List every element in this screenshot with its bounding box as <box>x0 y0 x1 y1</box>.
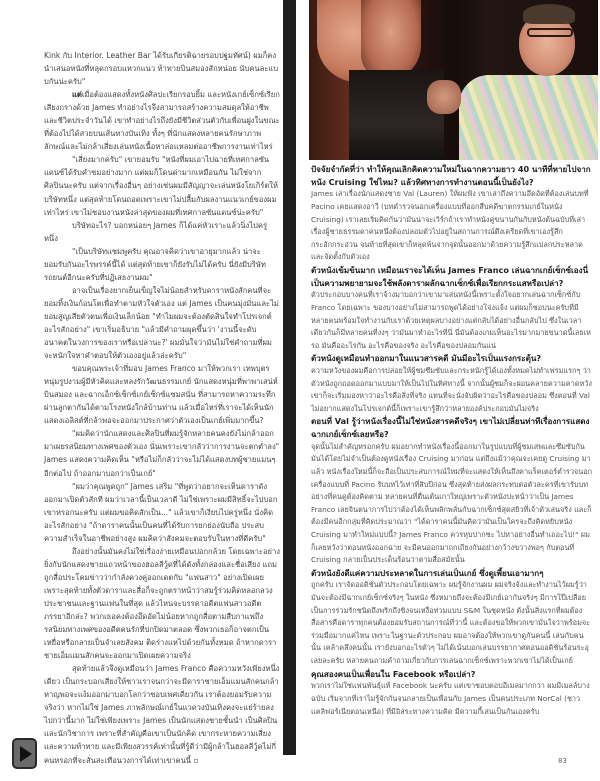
interview-answer: ตัวประกอบบางคนที่เราจ้างมาบอกว่าเขามาเล่นหนังนี้เพราะตั้งใจอยากเล่นฉากเซ็กซ์กับ Franco โดยเฉพาะ ของบางอย่างไม่สามารถพูดได้อย่างโจ่งแจ้ง แต่ผมก็ชอบนะครับที่มีหลายคนพร้อมใจทำงานกับเราด้วยเหตุผลบางอย่างแต่กลับได้อย่างอื่นกลับไป ซึ่งในเวลาเดียวกันก็มีหลายคนที่งงๆ ว่ามันมาทำอะไรที่นี่ นี่มันต้องเกมเห็นอะไรมากมายขนาดนี้เลยเหรอ มันคืออะไรกัน อะไรคือของจริง อะไรคือของปลอมกันแน่ <box>311 290 591 350</box>
end-mark-icon: ▫ <box>193 755 199 765</box>
article-photo <box>309 0 598 160</box>
interview-question: ตอนที่ Val รู้ว่าหนังเรื่องนี้ไม่ใช่หนังสารคดีจริงๆ เขาไม่เปลี่ยนท่าทีเรื่องการแสดงฉากเกย์เซ็กซ์เลยหรือ? <box>311 416 590 440</box>
column-divider-bar <box>283 0 296 755</box>
interview-answer: ความหวังของผมคือการปล่อยให้ผู้ชมซึมซับและกระหนักรู้ได้เองทั้งหมดไม่ทำเฟรมแรกๆ ว่าตัวหนังถูกถอดออกมาแบบมาให้เป็นไปในทิศทางนี้ จากนั้นผู้ชมก็จะผ่อนคลายความคาดหวังเขาก็จะเริ่มมองหาว่าอะไรคือสิ่งที่จริง แทนที่จะนั่งจับผิดว่าอะไรคือของปลอม ซึ่งตอนที่ Val ไม่อยากแสดงในโปรเจกต์นี้ก็เพราะเขารู้สึกว่าหลายองค์ประกอบมันไม่จริง <box>311 366 592 413</box>
page-number: 83 <box>558 757 567 765</box>
paragraph: ถึงอย่างนั้นมันคงไม่ใช่เรื่องง่ายเหมือนปอกกล้วย โดยเฉพาะอย่างยิ่งกับนักแสดงชายแถวหน้าของฮอลลีวู้ดที่ได้ดังทั้งกล่องและชื่อเสียง แถมถูกสื่อประโคมข่าวว่ากำลังควงคู่ออกเดตกับ "แฟนสาว" อย่างเปิดเผย เพราะสุดท้ายทั้งตัวดาราและสื่อก็จะถูกตราหน้าว่าสมรู้ร่วมคิดหลอกลวงประชาชนและฐานแฟนในที่สุด แล้วไหนจะบรรดาอดีตแฟนสาวอดีตภรรยาอีกล่ะ? พวกเธอคงต้องอึดอัดไม่น้อยหากถูกสื่อตามสืบกาแฟถึงรสนิยมทางเพศของอดีตคนรักที่ปกปิดมาตลอด ซึ่งพวกเธอก็อาจตกเป็นเหยื่อหรือกลายเป็นจำเลยสังคม ติดร่างแหไปด้วยกันทั้งหมด ถ้าหากดาราชายเอ็มแมนสักคนจะออกมาเปิดเผยความจริง <box>44 546 280 661</box>
paragraph: อาจเป็นเรื่องยากเย็นเข็ญใจไม่น้อยสำหรับดาราหนังสักคนที่จะยอมทิ้งเงินก้อนโตเพื่อทำตามหัวใจตัวเอง แต่ James เป็นคนมุ่งมั่นและไม่ยอมสูญเสียตัวตนเพื่อเงินเล็กน้อย "ทำไมผมจะต้องตัดสินใจทำโปรเจกต์อะไรสักอย่าง" เขาเริ่มอธิบาย "แล้วมีคำถามผุดขึ้นว่า 'งานนี้จะดับอนาคตในวงการของเราหรือเปล่านะ?' ผมมั่นใจว่ามันไม่ใช่คำถามที่ผมจะหนักใจหาคำตอบให้ตัวเองอยู่แล้วล่ะครับ" <box>44 285 279 361</box>
interview-answer: James เล่าเรื่องนักแสดงชาย Val (Lauren) ให้ผมฟัง เขาเล่าถึงความอึดอัดที่ต้องเล่นบทที่ Pacino เคยแสดงอาวี (บทตำรวจนอกเครื่องแบบที่ออกสืบคดีฆาตกรรมเกย์ในหนัง Cruising) เราเลยเริ่มคิดกันว่ามันน่าจะเวิร์กถ้าเราทำหนังคู่ขนานกันกับหนังต้นฉบับที่เล่าเรื่องผู้ชายธรรมดาคนหนึ่งต้องปลอมตัวไปอยู่ในสถานการณ์ตึงเครียดที่เขาเองรู้สึกกระอักกระอ่วน จนท้ายที่สุดเขาก็หลุดพ้นจากจุดนั้นออกมาด้วยความรู้สึกแปลกประหลาดและจัดตั้งกับตัวเอง <box>311 189 589 262</box>
paragraph: แต่เมื่อต้องแสดงทั้งหนังศิลปะเรียกรอบยิ้ม และหนังเกย์เซ็กซ์เรียกเสียงกรางด้วย James ทำอย่างไรจึงสามารถสร้างความสมดุลให้อาชีพและชีวิตประจำวันได้ เขาทำอย่างไรถึงยังมีชีวิตส่วนตัวกับเพื่อนฝูงในขณะที่ต้องไปได้สวยบนเส้นทางบันเทิง ทั้งๆ ที่นักแสดงหลายคนรักษาภาพลักษณ์และไม่กล้าเสี่ยงเล่นหนังเนื้อหาล่อแหลมต่ออาชีพการงานเท่าไหร่ <box>44 90 280 152</box>
paragraph: "ผมคิดว่านักแสดงและศิลปินที่ผมรู้จักหลายคนคงยังไม่กล้าออกมาเผยรสนิยมทางเพศของตัวเอง นั่นเพราะเขากลัวว่าการงานจะตกต่ำลง" James แสดงความคิดเห็น "หรือไม่ก็กลัวว่าจะไม่ได้แสดงบทผู้ชายแมนๆ อีกต่อไป ถ้าออกมาบอกว่าเป็นเกย์" <box>44 429 280 478</box>
paragraph: "เป็นบริษัทแชมพูครับ คุณอาจคิดว่าเขาอายุมากแล้ว น่าจะยอมรับกันอะไรพรรค์นี้ได้ แต่สุดท้ายเขาก็ยังรับไม่ได้ครับ นี่ยังมีบริษัทรถยนต์อีกนะครับที่ปฏิเสธงานผม" <box>44 246 266 282</box>
interview-question: ปัจจัยจำกัดที่ว่า ทำให้คุณเลิกคิดความใหม่ในฉากความยาว 40 นาทีที่หายไปจากหนัง Cruising ใช่ไหม? แล้วทิศทางการทำงานตอนนี้เป็นยังไง? <box>311 164 591 187</box>
interview-question: คุณสองคนเป็นเพื่อนใน Facebook หรือเปล่า? <box>311 668 476 679</box>
right-interview-column <box>311 163 593 718</box>
interview-answer: จุดนั้นไม่สำคัญหรอกครับ ผมอยากทำหนังเรื่องนี้ออกมาในรูปแบบที่ผู้ชมเสพและซึมซับกันมันได้โดยไม่จำเป็นต้องดูหนังเรื่อง Cruising มาก่อน แต่ถึงแม้ว่าคุณจะเคยดู Cruising มาแล้ว หนังเรื่องใหม่นี้ก็จะถือเป็นประสบการณ์ใหม่ที่จะแสดงให้เห็นถึงคาแร็คเตอร์ตำรวจนอกเครื่องแบบที่ Pacino รับบทไว้เท่าที่สิบปีก่อน ซึ่งสุดท้ายส่งผลกระทบต่อตัวละครที่เขารับบทอย่างที่คนดูต้องคิดตาม หลายคนที่ตื่นเต้นเกาใหญ่เพราะตัวหนังปะหน้าว่าเป็น James Franco เลยจินตนาการไปว่าต้องได้เห็นพลิกพลั่นกับฉากเซ็กซ์สุดสยิวที่เจ้าตัวเล่นจริง และก็ต้องมีคนอีกกลุ่มที่คิดประมาณว่า "ได้ดาราคนนี้มันคิดว่ามันเป็นใครจะถึงคิดหยิบหนัง Cruising มาทำใหม่แบบนี้? James Franco ควรหุบปากซะ ไปหาอย่างอื่นทำเถอะไป!" ผมก็เลยหวังว่าตอนหนังออกฉาย จะมีคนออกมาถกเถียงกันอย่างกว้างขวางพอๆ กับตอนที่ Cruising กลายเป็นประเด็นร้อนว่าตามสื่อสมัยนั้น <box>311 441 592 565</box>
paragraph: "ผมว่าคุณพูดถูก" James เสริม "ที่พูดว่าอยากจะเห็นดาราดังออกมาเปิดตัวสักที ผมว่าเวลานี้เป็นเวลาดี ไม่ใช่เพราะผมมีสิทธิ์จะไปบอกเขาหรอกนะครับ แต่ผมขอคิดสักเป็น..." แล้วเขาก็เงียบไปครู่หนึ่ง นั่งคิดอะไรสักอย่าง "ถ้าดาราคนนั้นเป็นคนที่ได้รับการยกย่องนับถือ ประสบความสำเร็จในอาชีพอย่างสูง ผมคิดว่าสังคมจะตอบรับในทางที่ดีครับ" <box>44 481 278 543</box>
left-article-column <box>44 49 280 767</box>
interview-question: ตัวหนังดูเหมือนทำออกมาในแนวสารคดี มันมีอะไรเป็นแรงกระตุ้น? <box>311 353 542 364</box>
interview-answer: พวกเราไม่ใช่แฟนพันธุ์แท้ Facebook นะครับ แต่เขาชอบตอบอีเมลมากกว่า ผมมีเมลล์บางฉบับ เริ่มจากที่เราไม่รู้จักกันจนกลายเป็นเพื่อนกับ James เป็นคนประเภท NorCal (ชาวแคลิฟอร์เนียตอนเหนือ) ที่มีอิสระทางความคิด มีความกี้เล่นเป็นกันเองครับ <box>311 681 590 716</box>
paragraph: ขอบคุณพระเจ้าที่มอบ James Franco มาให้พวกเรา เทพบุตรหนุ่มรูปงามผู้มีหัวคิดและหลงรักวัฒนธรรมเกย์ นักแสดงหนุ่มที่พาพาเสน่ห์ บินสมอง และฉากเอ็กซ์เซ็กซ์เกย์เซ็กซ์แซมสนั่น ที่สามารถหาความระทึกผ่านลูกตากันได้ตามโรงหนังใกล้บ้านท่าน แล้วเมื่อไหร่ที่เราจะได้เห็นนักแสดงเอลิสต์ที่กล้าพอจะออกมาประกาศว่าตัวเองเป็นเกย์เพิ่มมากขึ้น? <box>44 364 278 426</box>
paragraph: บริษัทอะไร? บอกหน่อยๆ James ก็ได้แค่หัวเราะแล้วนิ่งไปครู่หนึ่ง <box>44 220 268 243</box>
play-icon <box>20 746 32 762</box>
interview-answer: ถูกครับ เราจัดออดิชั่นตัวประกอบโดยเฉพาะ ผมรู้จักงานผม ผมจริงจังและทำงานไว้ผมรู้ว่ามันจะต้องมีฉากเกย์เซ็กซ์จริงๆ ในหนัง ซึ่งหมายถึงจะต้องมีเกย์เอากันจริงๆ มีการโป๊เปลือย เป็นการร่วมรักชนิดถึงพริกถึงขิงจนเหงื่อท่วมแบบ S&M ในชุดหนัง ดังนั้นสิ่งแรกที่ผมต้องสื่อสารคือดาราทุกคนต้องยอมรับสถานการณ์ที่ว่านี้ และต้องขอให้พวกเขามั่นใจว่าพร้อมจะร่วมมือมากแค่ไหน เพราะในฐานะตัวประกอบ ผมอาจต้องให้พวกเขาดูกันคนนี้ เล่นกับคนนั้น เคล้าคลึงคนนั้น เรายังบอกอะไรตัวๆ ไม่ได้เน้นบอกเล่นบรรยากาศตอนออดิชั่นร้อนระอุเลยละครับ หลายคนถามคำถามเกี่ยวกับการเล่นฉากเซ็กซ์เพราะพวกเขาไม่ได้เป็นเกย์ <box>311 580 591 666</box>
paragraph: สุดท้ายแล้วจึงดูเหมือนว่า James Franco คือความหวังเพียงหนึ่งเดียว เป็นกระบอกเสียงให้ชาวเราจนกว่าจะมีดาราชายเอ็มแมนสักคนกล้าหาญพอจะแง้มออกมาบอกโลกว่าชอบเพศเดียวกัน เราต้องยอมรับความจริงว่า หากไม่ใช่ James ภาพลักษณ์เกย์ในแวดวงบันเทิงคงจะแย่ร้ายลงไปกว่านี้มาก ไม่ใช่เพียงเพราะ James เป็นนักแสดงชายชั้นนำ เป็นศิลปิน และนักวิชาการ เพราะที่สำคัญคือเขาเป็นนักคิด เขากระหายความเสี่ยงและความท้าทาย และมีเพียงสวรรค์เท่านั้นที่รู้ดีว่ามีผู้กล้าในฮอลลีวู้ดไม่กี่คนหรอกที่จะสั่นสะเทือนวงการได้เท่าเขาคนนี้ ▫ <box>44 664 280 765</box>
paragraph: "เสี่ยงมากครับ" เขายอมรับ "หนังที่ผมเอาไปฉายที่เทศกาลซันแดนซ์ได้รับคำชมอย่างมาก แต่ผมก็โดนด่ามากเหมือนกัน ไม่ใช่จากศิลปินนะครับ แต่จากเรื่องอื่นๆ อย่างเช่นผมมีสัญญาจะเล่นหนังโยเกิร์ตให้บริษัทหนึ่ง แต่สุดท้ายโดนถอดเพราะเขาไม่ปลื้มกับผลงานแนวเกย์ของผมเท่าไหร่ เขาไม่ชอบงานหนังล่าสุดของผมที่เทศกาลซันแดนซ์น่ะครับ" <box>44 155 279 217</box>
paragraph: Kink กับ Interior. Leather Bar ได้รับเกียรติฉายรอบปฐมทัศน์) ผมก็คงนำเสนอหนังที่หลุดกรอบแหวกแนว ท้าทายบินสมองสักหน่อย นับคนละแบบกันน่ะครับ" <box>44 51 279 87</box>
interview-question: ตัวหนังยังดีแค่ความประหลาดในการเล่นเป็นเกย์ ซึ่งดูเพี้ยนเอามากๆ <box>311 567 544 578</box>
interview-question: ตัวหนังเข้มข้นมาก เหมือนเราจะได้เห็น James Franco เล่นฉากเกย์เซ็กซ์เองนี่เป็นความพยายามจะใช้พลังดาราผลักฉากเซ็กซ์เพื่อเรียกกระแสหรือเปล่า? <box>311 264 589 288</box>
play-button[interactable] <box>12 738 37 769</box>
